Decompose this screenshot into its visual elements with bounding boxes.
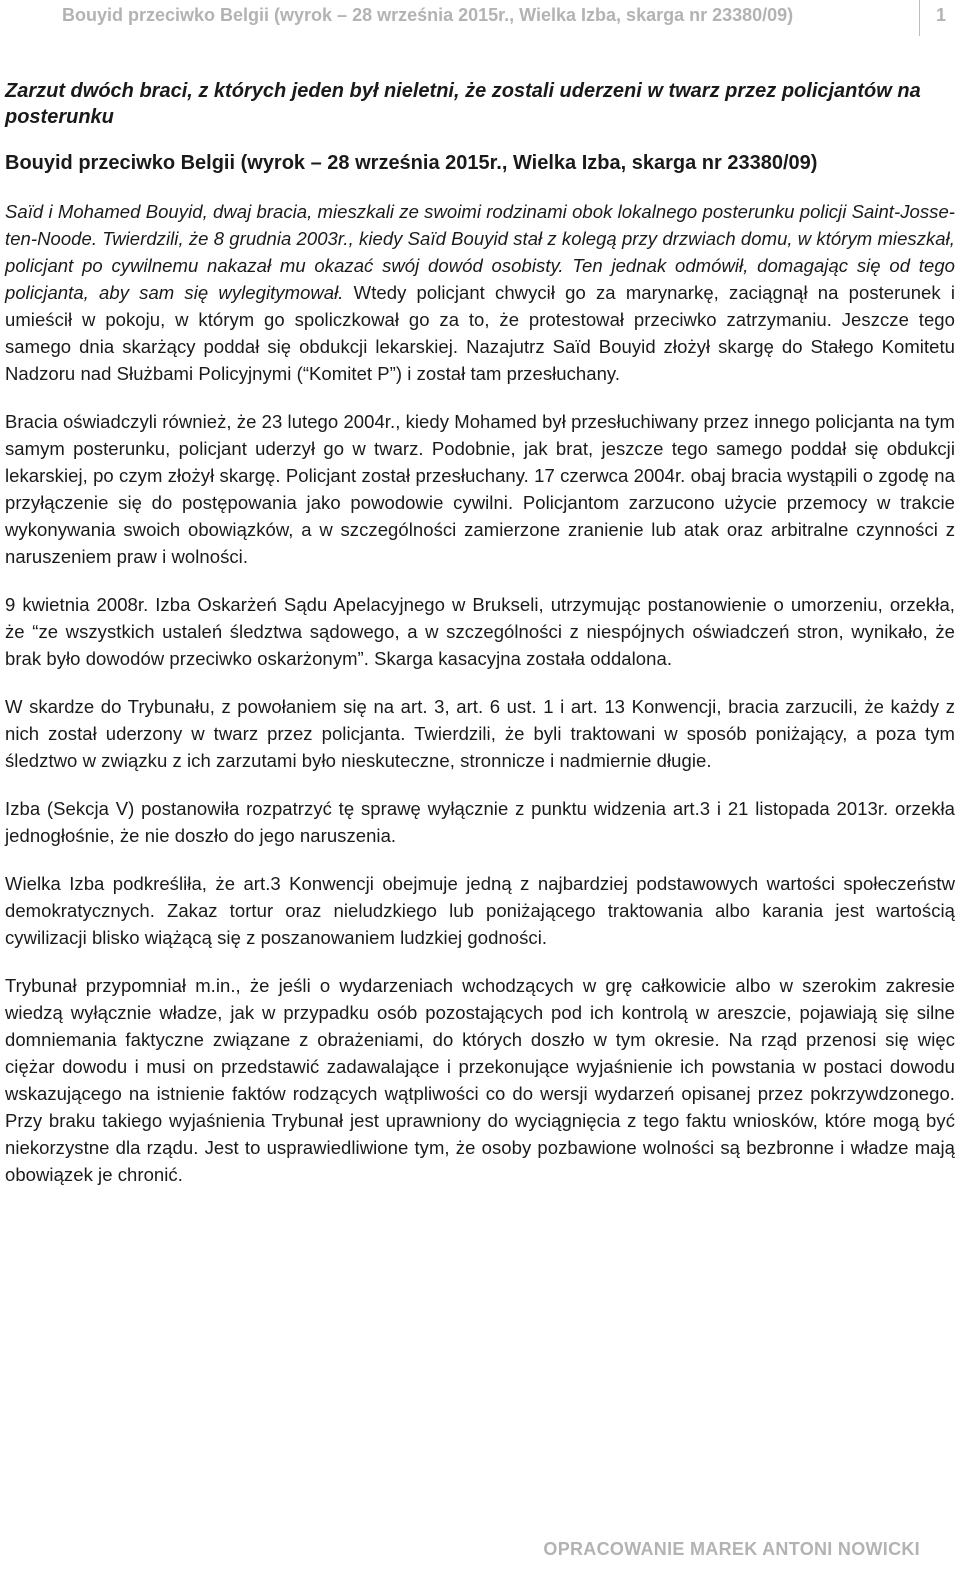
paragraph-grand-chamber: Wielka Izba podkreśliła, że art.3 Konwencji obejmuje jedną z najbardziej podstawowych wartości społeczeństw demokratycznych. Zakaz tortur oraz nieludzkiego lub poniżającego traktowania albo karania jest wartością cywilizacji blisko wiążącą się z poszanowaniem ludzkiej godności. [5, 873, 955, 948]
paragraph-facts-italic: Saïd i Mohamed Bouyid, dwaj bracia, mieszkali ze swoimi rodzinami obok lokalnego posterunku policji Saint-Josse-ten-Noode. Twierdzili, że 8 grudnia 2003r., kiedy Saïd Bouyid stał z kolegą przy drzwiach domu, w którym mieszkał, policjant po cywilnemu nakazał mu okazać swój dowód osobisty. Ten jednak odmówił, domagając się od tego policjanta, aby sam się wylegitymował. [5, 201, 955, 303]
paragraph-chamber-ruling: Izba (Sekcja V) postanowiła rozpatrzyć tę sprawę wyłącznie z punktu widzenia art.3 i 21 listopada 2013r. orzekła jednogłośnie, że nie doszło do jego naruszenia. [5, 798, 955, 846]
paragraph-facts [5, 198, 955, 387]
paragraph-second-incident: Bracia oświadczyli również, że 23 lutego 2004r., kiedy Mohamed był przesłuchiwany przez innego policjanta na tym samym posterunku, policjant uderzył go w twarz. Podobnie, jak brat, jeszcze tego samego poddał się obdukcji lekarskiej, po czym złożył skargę. Policjant został przesłuchany. 17 czerwca 2004r. obaj bracia wystąpili o zgodę na przyłączenie się do postępowania jako powodowie cywilni. Policjantom zarzucono użycie przemocy w trakcie wykonywania swoich obowiązków, a w szczególności zamierzone zranienie lub atak oraz arbitralne czynności z naruszeniem praw i wolności. [5, 411, 955, 567]
paragraph-facts-normal: Wtedy policjant chwycił go za marynarkę, zaciągnął na posterunek i umieścił w pokoju, w którym go spoliczkował go za to, że protestował przeciwko zatrzymaniu. Jeszcze tego samego dnia skarżący poddał się obdukcji lekarskiej. Nazajutrz Saïd Bouyid złożył skargę do Stałego Komitetu Nadzoru nad Służbami Policyjnymi (“Komitet P”) i został tam przesłuchany. [5, 282, 956, 384]
case-subtitle: Bouyid przeciwko Belgii (wyrok – 28 września 2015r., Wielka Izba, skarga nr 23380/09) [5, 152, 818, 174]
footer-author: OPRACOWANIE MAREK ANTONI NOWICKI [543, 1539, 920, 1559]
paragraph-court-reminder: Trybunał przypomniał m.in., że jeśli o wydarzeniach wchodzących w grę całkowicie albo w szerokim zakresie wiedzą wyłącznie władze, jak w przypadku osób pozostających pod ich kontrolą w areszcie, pojawiają się silne domniemania faktyczne związane z obrażeniami, do których doszło w tym okresie. Na rząd przenosi się więc ciężar dowodu i musi on przedstawić zadawalające i przekonujące wyjaśnienie ich powstania w postaci dowodu wskazującego na istnienie faktów rodzących wątpliwości co do wersji wydarzeń opisanej przez pokrzywdzonego. Przy braku takiego wyjaśnienia Trybunał jest uprawniony do wyciągnięcia z tego faktu wniosków, które mogą być niekorzystne dla rządu. Jest to usprawiedliwione tym, że osoby pozbawione wolności są bezbronne i władze mają obowiązek je chronić. [5, 975, 955, 1185]
document-title: Zarzut dwóch braci, z których jeden był nieletni, że zostali uderzeni w twarz przez policjantów na posterunku [5, 80, 921, 128]
header-title: Bouyid przeciwko Belgii (wyrok – 28 września 2015r., Wielka Izba, skarga nr 23380/09) [62, 5, 794, 25]
document-body [5, 78, 955, 1188]
page-number: 1 [936, 5, 947, 25]
page-header [0, 0, 960, 40]
paragraph-appeal-decision: 9 kwietnia 2008r. Izba Oskarżeń Sądu Apelacyjnego w Brukseli, utrzymując postanowienie o umorzeniu, orzekła, że “ze wszystkich ustaleń śledztwa sądowego, a w szczególności z niespójnych oświadczeń stron, wynikało, że brak było dowodów przeciwko oskarżonym”. Skarga kasacyjna została oddalona. [5, 594, 955, 669]
paragraph-complaint: W skardze do Trybunału, z powołaniem się na art. 3, art. 6 ust. 1 i art. 13 Konwencji, bracia zarzucili, że każdy z nich został uderzony w twarz przez policjanta. Twierdzili, że byli traktowani w sposób poniżający, a poza tym śledztwo w związku z ich zarzutami było nieskuteczne, stronnicze i nadmiernie długie. [5, 696, 955, 771]
header-divider [919, 0, 920, 36]
